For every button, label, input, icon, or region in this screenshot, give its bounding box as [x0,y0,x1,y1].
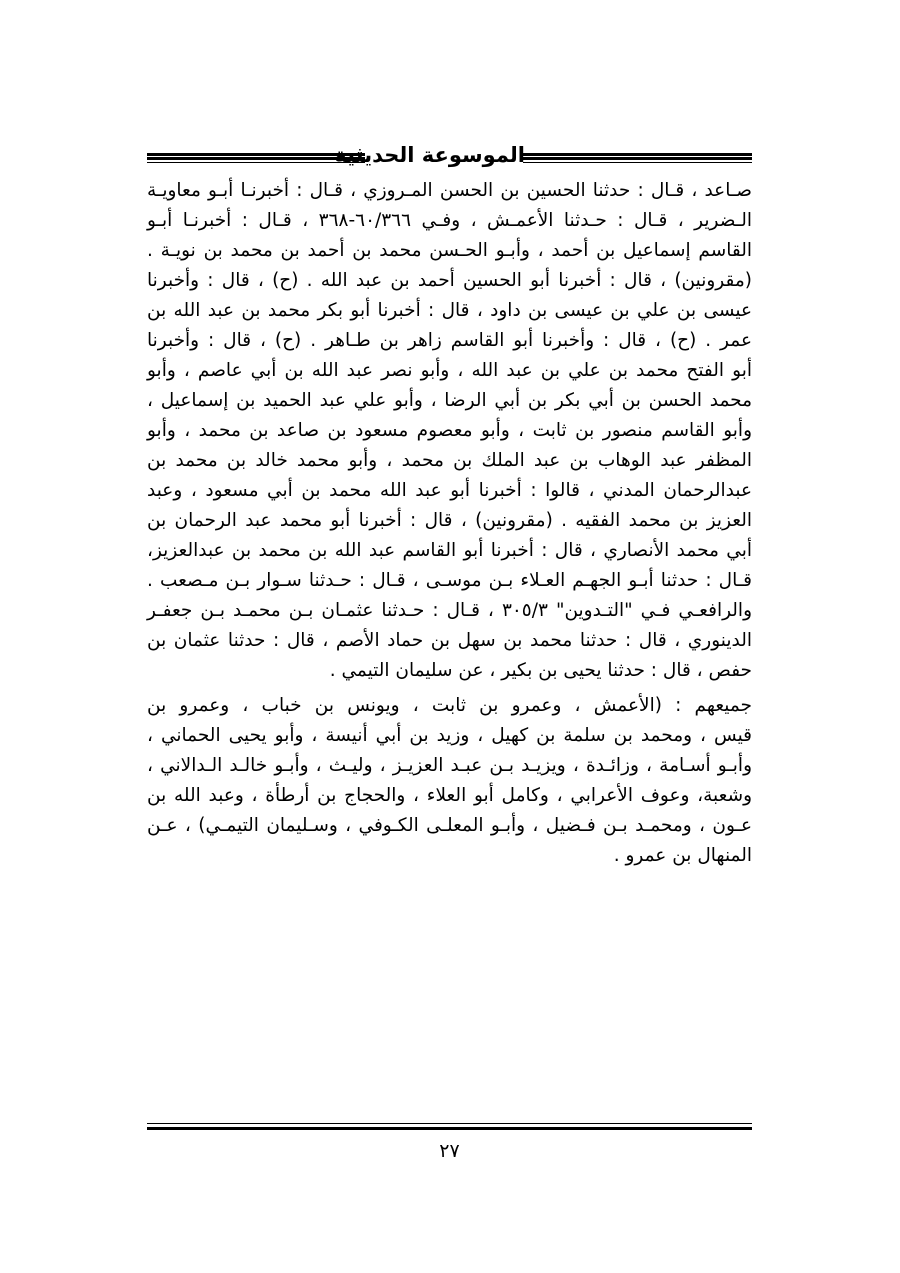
header-rule-right-thin [523,162,752,163]
text-line: أبي محمد الأنصاري ، قال : أخبرنا أبو القاسم عبد الله بن محمد بن عبدالعزيز، [147,540,752,561]
text-line: المظفر عبد الوهاب بن عبد الملك بن محمد ، وأبو محمد خالد بن محمد بن [147,450,752,471]
footer-rule-thin [147,1123,752,1124]
text-line: عمر . (ح) ، قال : وأخبرنا أبو القاسم زاهر بن طـاهر . (ح) ، قال : وأخبرنا [147,330,752,351]
text-line: وأبو القاسم منصور بن ثابت ، وأبو معصوم مسعود بن صاعد بن محمد ، وأبو [147,420,752,441]
footer-rule-thick [147,1127,752,1130]
page-number: ٢٧ [439,1140,460,1162]
text-line: أبو الفتح محمد بن علي بن عبد الله ، وأبو نصر عبد الله بن أبي عاصم ، وأبو [147,360,752,381]
text-line: (مقرونين) ، قال : أخبرنا أبو الحسين أحمد بن عبد الله . (ح) ، قال : وأخبرنا [147,270,752,291]
main-text [147,176,752,871]
text-line: الـضرير ، قـال : حـدثنا الأعمـش ، وفـي ٦٠/٣٦٦-٣٦٨ ، قـال : أخبرنـا أبـو [147,210,752,231]
text-line: عبدالرحمان المدني ، قالوا : أخبرنا أبو عبد الله محمد بن أبي مسعود ، وعبد [147,480,752,501]
text-line: والرافعـي فـي "التـدوين" ٣٠٥/٣ ، قـال : حـدثنا عثمـان بـن محمـد بـن جعفـر [147,600,752,621]
text-line: قيس ، ومحمد بن سلمة بن كهيل ، وزيد بن أبي أنيسة ، وأبو يحيى الحماني ، [147,725,752,746]
text-line: عـون ، ومحمـد بـن فـضيل ، وأبـو المعلـى الكـوفي ، وسـليمان التيمـي) ، عـن [147,815,752,836]
text-line: الدينوري ، قال : حدثنا محمد بن سهل بن حماد الأصم ، قال : حدثنا عثمان بن [147,630,752,651]
text-line: محمد الحسن بن أبي بكر بن أبي الرضا ، وأبو علي عبد الحميد بن إسماعيل ، [147,390,752,411]
header-rule-right-thick [523,153,752,156]
text-line: حفص ، قال : حدثنا يحيى بن بكير ، عن سليمان التيمي . [329,660,752,681]
header-rule-left-thin [147,162,365,163]
page-title: الموسوعة الحديثية [334,143,525,167]
text-line: وأبـو أسـامة ، وزائـدة ، ويزيـد بـن عبـد العزيـز ، وليـث ، وأبـو خالـد الـدالاني ، [147,755,752,776]
text-line: القاسم إسماعيل بن أحمد ، وأبـو الحـسن محمد بن أحمد بن محمد بن نويـة . [147,240,752,261]
text-line: عيسى بن علي بن عيسى بن داود ، قال : أخبرنا أبو بكر محمد بن عبد الله بن [147,300,752,321]
text-line: جميعهم : (الأعمش ، وعمرو بن ثابت ، ويونس بن خباب ، وعمرو بن [147,695,752,716]
header-rule-left-thick [147,153,365,156]
text-line: صـاعد ، قـال : حدثنا الحسين بن الحسن المـروزي ، قـال : أخبرنـا أبـو معاويـة [147,180,752,201]
text-line: قـال : حدثنا أبـو الجهـم العـلاء بـن موسـى ، قـال : حـدثنا سـوار بـن مـصعب . [147,570,752,591]
header-rule-left-thick-2 [147,157,365,160]
page-header [147,140,752,180]
header-rule-right-thick-2 [523,157,752,160]
text-line: المنهال بن عمرو . [613,845,752,866]
text-line: وشعبة، وعوف الأعرابي ، وكامل أبو العلاء ، والحجاج بن أرطأة ، وعبد الله بن [147,785,752,806]
text-line: العزيز بن محمد الفقيه . (مقرونين) ، قال : أخبرنا أبو محمد عبد الرحمان بن [147,510,752,531]
